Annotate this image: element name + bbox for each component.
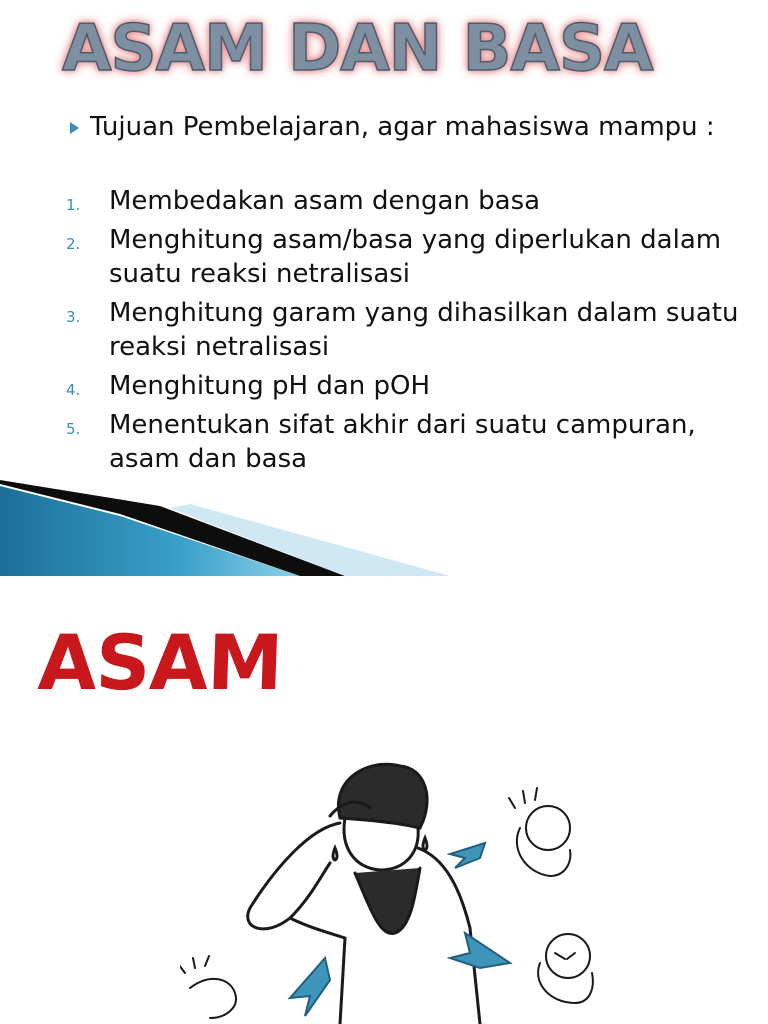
item-text: Menentukan sifat akhir dari suatu campuran, asam dan basa	[109, 410, 696, 474]
slide-title: ASAM DAN BASA	[62, 12, 653, 86]
list-item	[56, 408, 756, 476]
intro-bullet	[70, 110, 750, 144]
item-number: 5.	[66, 420, 81, 438]
item-text: Menghitung pH dan pOH	[109, 371, 431, 401]
triangle-bullet-icon	[70, 122, 79, 134]
item-text: Membedakan asam dengan basa	[109, 186, 541, 216]
item-number: 3.	[66, 308, 81, 326]
list-item	[56, 223, 756, 291]
asam-title: ASAM	[36, 618, 284, 707]
item-number: 4.	[66, 381, 81, 399]
decorative-swoosh	[0, 476, 768, 576]
list-item	[56, 369, 756, 403]
item-text: Menghitung asam/basa yang diperlukan dalam suatu reaksi netralisasi	[109, 225, 722, 289]
intro-text: Tujuan Pembelajaran, agar mahasiswa mampu :	[90, 112, 715, 142]
sweating-man-illustration	[180, 758, 620, 1024]
slide-2	[0, 588, 768, 1024]
list-item	[56, 184, 756, 218]
objective-list	[56, 184, 756, 481]
item-text: Menghitung garam yang dihasilkan dalam suatu reaksi netralisasi	[109, 298, 739, 362]
list-item	[56, 296, 756, 364]
item-number: 2.	[66, 235, 81, 253]
item-number: 1.	[66, 196, 81, 214]
